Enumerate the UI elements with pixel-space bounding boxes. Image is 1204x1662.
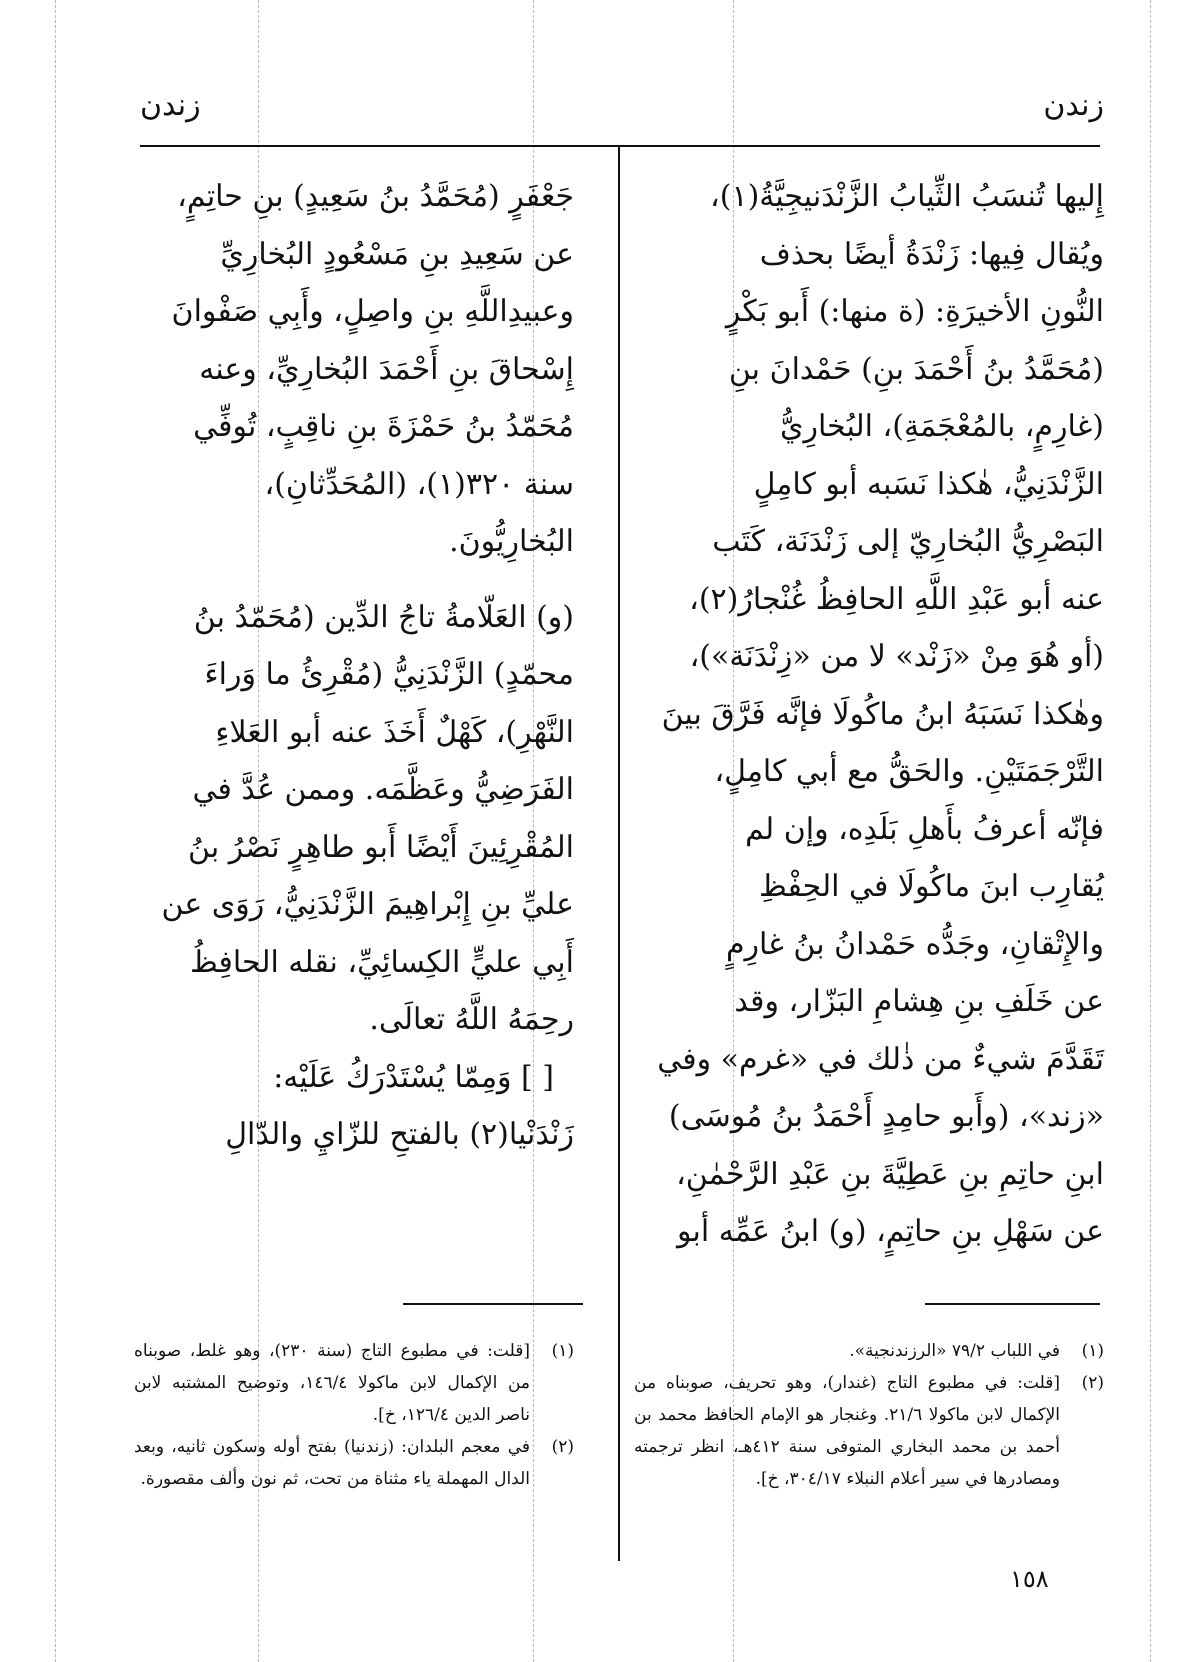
footnote-rule <box>403 1303 583 1305</box>
right-column-line: ويُقال فِيها: زَنْدَةُ أيضًا بحذف <box>759 236 1104 272</box>
header-left-word: زندن <box>140 88 201 123</box>
right-column-line: ابنِ حاتِمِ بنِ عَطِيَّةَ بنِ عَبْدِ الرَّحْمٰنِ، <box>676 1156 1104 1192</box>
left-column-line: أَبِي عليٍّ الكِسائِيِّ، نقله الحافِظُ <box>190 944 574 980</box>
footnote <box>134 1335 574 1431</box>
paragraph-gap <box>144 571 574 589</box>
footnote-number: (٢) <box>1081 1373 1104 1393</box>
left-column <box>144 168 574 1164</box>
left-column-line: جَعْفَرٍ (مُحَمَّدُ بنُ سَعِيدٍ) بنِ حاتِمٍ، <box>177 179 574 214</box>
right-column-line: والإِتْقانِ، وجَدُّه حَمْدانُ بنُ غارِمٍ <box>725 926 1104 962</box>
header-right-word: زندن <box>1043 88 1104 123</box>
right-column-line: عن خَلَفِ بنِ هِشامِ البَزّار، وقد <box>734 984 1104 1019</box>
left-column-line: وعبيدِاللَّهِ بنِ واصِلٍ، وأَبِي صَفْوانَ <box>171 294 574 329</box>
right-column <box>634 168 1104 1261</box>
left-column-line: مُحَمّدُ بنُ حَمْزَةَ بنِ ناقِبٍ، تُوفِّي <box>193 409 574 444</box>
right-column-line: «زند»، (وأَبو حامِدٍ أَحْمَدُ بنُ مُوسَى) <box>668 1099 1104 1134</box>
left-column-line: رحِمَهُ اللَّهُ تعالَى. <box>369 1002 574 1037</box>
footnote-text: [قلت: في مطبوع التاج (غندار)، وهو تحريف، صوبناه من الإكمال لابن ماكولا ٢١/٦. وغنجار هو الإمام الحافظ محمد بن أحمد بن محمد البخاري المتوفى سنة ٤١٢هـ، انظر ترجمته ومصادرها في سير أعلام النبلاء ٣٠٤/١٧، خ]. <box>634 1373 1061 1489</box>
footnote <box>634 1335 1104 1367</box>
left-column-line: زَنْدَنْيا(٢) بالفتحِ للزّايِ والدّالِ <box>225 1117 574 1152</box>
footnotes-right <box>634 1335 1104 1495</box>
left-column-line: المُقْرِئِينَ أَيْضًا أَبو طاهِرٍ نَصْرُ بنُ <box>188 829 574 865</box>
right-column-line: الزَّنْدَنِيُّ، هٰكذا نَسَبه أبو كامِلٍ <box>753 466 1104 502</box>
footnote <box>634 1367 1104 1495</box>
footnote-number: (٢) <box>551 1437 574 1457</box>
footnotes-left <box>134 1335 574 1495</box>
footnote-text: في معجم البلدان: (زندنيا) بفتح أوله وسكون ثانيه، وبعد الدال المهملة ياء مثناة من تحت، ثم نون وألف مقصورة. <box>134 1437 530 1489</box>
right-column-line: (مُحَمَّدُ بنُ أَحْمَدَ بنِ) حَمْدانَ بنِ <box>728 351 1104 387</box>
left-column-line: البُخارِيُّونَ. <box>449 524 574 559</box>
footnote <box>134 1431 574 1495</box>
left-column-line: سنة ٣٢٠(١)، (المُحَدِّثانِ)، <box>264 466 574 502</box>
right-column-line: تَقَدَّمَ شيءٌ من ذٰلك في «غرم» وفي <box>657 1041 1104 1077</box>
footnote-rule <box>925 1303 1100 1305</box>
right-column-line: البَصْرِيُّ البُخارِيّ إلى زَنْدَنَة، كَتَب <box>712 524 1104 559</box>
right-column-line: عنه أبو عَبْدِ اللَّهِ الحافِظُ غُنْجارُ(٢)، <box>689 581 1104 617</box>
right-column-line: وهٰكذا نَسَبَهُ ابنُ ماكُولَا فإنَّه فَرَّقَ بينَ <box>661 696 1104 732</box>
guide-line <box>55 0 56 1662</box>
right-column-line: النُّونِ الأخيرَةِ: (ة منها:) أَبو بَكْرٍ <box>725 294 1104 329</box>
left-column-line: إِسْحاقَ بنِ أَحْمَدَ البُخارِيِّ، وعنه <box>199 351 574 387</box>
footnote-number: (١) <box>1081 1341 1104 1361</box>
left-column-line: الفَرَضِيُّ وعَظَّمَه. وممن عُدَّ في <box>192 772 574 807</box>
left-column-line: (و) العَلّامةُ تاجُ الدِّين (مُحَمّدُ بنُ <box>193 599 574 635</box>
right-column-line: عن سَهْلِ بنِ حاتِمٍ، (و) ابنُ عَمِّه أبو <box>677 1214 1104 1249</box>
right-column-line: فإنّه أعرفُ بأَهلِ بَلَدِه، وإن لم <box>745 811 1104 847</box>
header-rule <box>140 145 1100 147</box>
left-column-line: عليِّ بنِ إِبْراهِيمَ الزَّنْدَنِيُّ، رَوَى عن <box>161 887 574 922</box>
right-column-line: يُقارِب ابنَ ماكُولَا في الحِفْظِ <box>759 869 1104 904</box>
left-column-line: محمّدٍ) الزَّنْدَنِيُّ (مُقْرِئُ ما وَراءَ <box>204 657 574 692</box>
footnote-text: في اللباب ٧٩/٢ «الرزندنجية». <box>849 1341 1060 1361</box>
page-number: ١٥٨ <box>1010 1565 1049 1593</box>
footnote-text: [قلت: في مطبوع التاج (سنة ٢٣٠)، وهو غلط، صوبناه من الإكمال لابن ماكولا ١٤٦/٤، وتوضيح المشتبه لابن ناصر الدين ١٢٦/٤، خ]. <box>134 1341 530 1425</box>
right-column-line: (أو هُوَ مِنْ «زَنْد» لا من «زِنْدَنَة»)، <box>689 639 1104 674</box>
left-column-line: النَّهْرِ)، كَهْلٌ أَخَذَ عنه أبو العَلاءِ <box>215 714 574 750</box>
column-divider <box>618 146 620 1561</box>
addendum-heading: [ ] وَمِمّا يُسْتَدْرَكُ عَلَيْه: <box>273 1059 554 1095</box>
footnote-number: (١) <box>551 1341 574 1361</box>
right-column-line: (غارِمٍ، بالمُعْجَمَةِ)، البُخارِيُّ <box>780 409 1104 444</box>
right-column-line: التَّرْجَمَتَيْنِ. والحَقُّ مع أبي كامِلٍ، <box>714 754 1104 789</box>
right-column-line: إِليها تُنسَبُ الثِّيابُ الزَّنْدَنيجِيَّةُ(١)، <box>710 179 1104 214</box>
left-column-line: عن سَعِيدِ بنِ مَسْعُودٍ البُخارِيِّ <box>220 236 574 272</box>
guide-line <box>1150 0 1151 1662</box>
